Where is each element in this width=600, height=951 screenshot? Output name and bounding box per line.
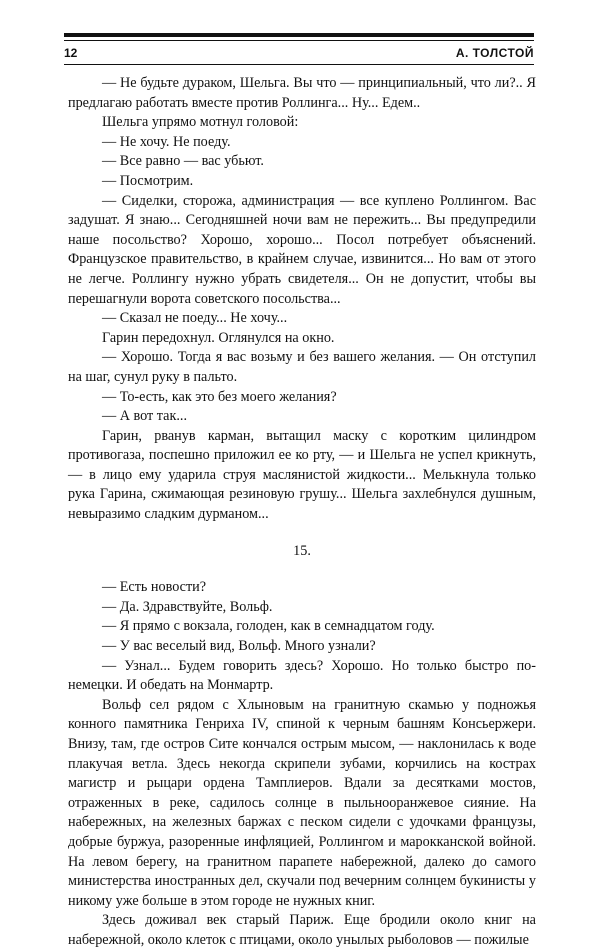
chapter-number: 15. (293, 542, 311, 559)
header-rule-bottom (64, 64, 534, 65)
paragraph: — Сиделки, сторожа, администрация — все куплено Роллингом. Вас задушат. Я знаю... Сегодняшней ночи вам не пережить... Вы предупредили наше посольство? Хорошо, хорошо... Посол потребует объяснений. Французское правительство, в крайнем случае, извинится... Но вам от этого не легче. Роллингу нужно убрать свидетеля... Он не допустит, чтобы вы перешагнули ворота советского посольства... (68, 192, 536, 307)
paragraph: — Сказал не поеду... Не хочу... (102, 310, 288, 327)
paragraph: Гарин передохнул. Оглянулся на окно. (102, 329, 335, 346)
paragraph: — Есть новости? (102, 579, 207, 596)
page-number: 12 (64, 46, 78, 60)
paragraph: — Не хочу. Не поеду. (102, 133, 231, 150)
paragraph: Шельга упрямо мотнул головой: (102, 114, 299, 131)
paragraph: — А вот так... (102, 408, 187, 425)
paragraph: — Да. Здравствуйте, Вольф. (102, 598, 273, 615)
paragraph: — Посмотрим. (102, 172, 194, 189)
paragraph: — Хорошо. Тогда я вас возьму и без вашего желания. — Он отступил на шаг, сунул руку в пальто. (68, 349, 536, 385)
paragraph: — У вас веселый вид, Вольф. Много узнали? (102, 638, 376, 655)
body-text (68, 74, 536, 951)
header-rule-thin (64, 40, 534, 41)
paragraph: — То-есть, как это без моего желания? (102, 388, 337, 405)
running-head-author: А. ТОЛСТОЙ (455, 46, 534, 60)
paragraph: — Узнал... Будем говорить здесь? Хорошо. Но только быстро по-немецки. И обедать на Монмартр. (68, 657, 536, 694)
paragraph: — Не будьте дураком, Шельга. Вы что — принципиальный, что ли?.. Я предлагаю работать вместе против Роллинга... Ну... Едем.. (68, 75, 536, 111)
paragraph: — Все равно — вас убьют. (102, 153, 264, 170)
paragraph: Гарин, рванув карман, вытащил маску с коротким цилиндром противогаза, поспешно приложил ее ко рту, — и Шельга не успел крикнуть, — в лицо ему ударила струя маслянистой жидкости... Мелькнула только рука Гарина, сжимающая резиновую грушу... Шельга захлебнулся душным, невыразимо сладким дурманом... (68, 427, 536, 523)
paragraph: Вольф сел рядом с Хлыновым на гранитную скамью у подножья конного памятника Генриха IV, спиной к черным башням Консьержери. Внизу, там, где остров Сите кончался острым мысом, — наклонилась к воде плакучая ветла. Здесь некогда скрипели зубами, корчились на кострах магистр и рыцари ордена Тамплиеров. Вдали за десятками мостов, отраженных в реке, садилось солнце в пыльнооранжевое сияние. На набережных, на железных баржах с песком сидели с удочками французы, добрые буржуа, разоренные инфляцией, Роллингом и марокканской войной. На левом берегу, на гранитном парапете набережной, далеко до самого министерства иностранных дел, скучали под вечерним солнцем букинисты у никому уже больше в этом городе не нужных книг. (68, 696, 536, 909)
paragraph: Здесь доживал век старый Париж. Еще бродили около книг на набережной, около клеток с птицами, около унылых рыболовов — пожилые (68, 912, 536, 948)
paragraph: — Я прямо с вокзала, голоден, как в семнадцатом году. (102, 618, 435, 635)
header-rule-thick (64, 33, 534, 37)
page-header (64, 46, 534, 64)
